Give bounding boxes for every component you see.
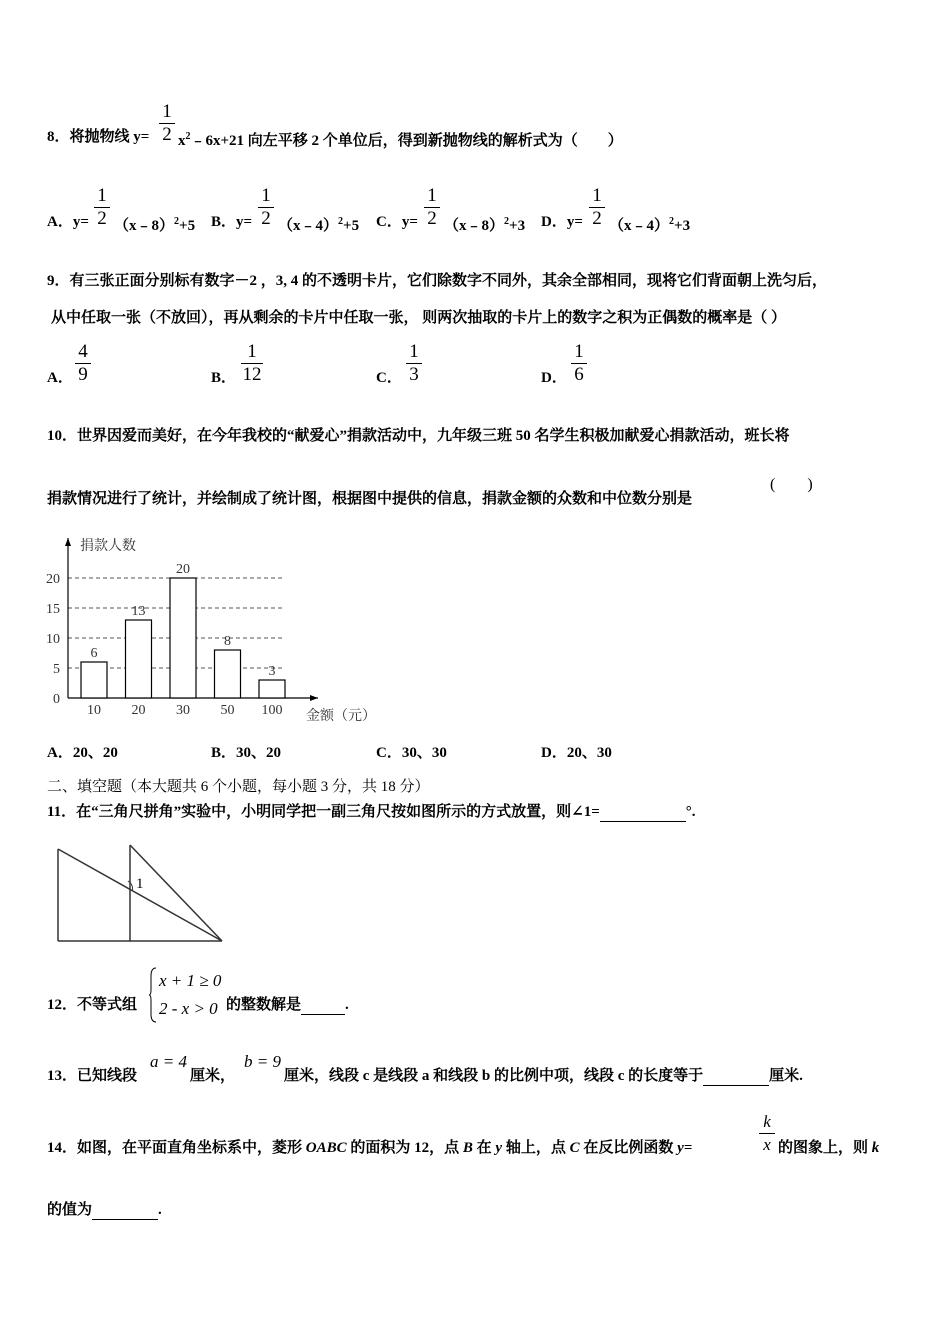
fraction-denominator: 6	[574, 364, 584, 385]
q10-line2: 捐款情况进行了统计，并绘制成了统计图，根据图中提供的信息，捐款金额的众数和中位数分别是	[47, 491, 693, 507]
x-tick-label: 20	[131, 703, 146, 718]
option-exponent: 2	[669, 216, 675, 227]
option-fraction	[241, 342, 263, 385]
q11-text: 11．在“三角尺拼角”实验中，小明同学把一副三角尺按如图所示的方式放置，则∠1=	[47, 804, 600, 820]
q14-line2	[47, 1201, 162, 1220]
q14-k: k	[871, 1140, 880, 1156]
system-brace	[148, 966, 158, 1024]
bar-value-label: 6	[90, 646, 98, 661]
bar-50	[215, 650, 241, 698]
q13-mid2	[284, 1067, 803, 1086]
q12-pre: 12．不等式组	[47, 997, 138, 1013]
q13-mid2-text: 厘米，线段 c 是线段 a 和线段 b 的比例中项，线段 c 的长度等于	[284, 1068, 704, 1084]
option-label: C．	[376, 370, 402, 386]
y-tick-label: 10	[46, 632, 60, 647]
option-end: +3	[509, 218, 526, 234]
option-fraction: 1 2	[94, 186, 110, 229]
q10-answer-paren: ( )	[770, 476, 813, 493]
q14-end: .	[158, 1202, 162, 1218]
x-tick-label: 50	[220, 703, 235, 718]
x-axis-arrow	[310, 695, 318, 701]
option-label: A．	[47, 214, 73, 230]
option-tail: （x﹣8）	[444, 218, 505, 234]
fraction-numerator: 1	[409, 341, 419, 362]
q13-pre: 13．已知线段	[47, 1068, 138, 1084]
q14-oabc: OABC	[305, 1140, 347, 1156]
fraction-denominator: 12	[242, 364, 262, 385]
option-label: A．	[47, 370, 73, 386]
q14-pre: 14．如图，在平面直角坐标系中，菱形	[47, 1140, 303, 1156]
x-tick-label: 30	[176, 703, 190, 718]
q12-answer-blank[interactable]	[301, 996, 345, 1015]
option-label: C．	[376, 214, 402, 230]
option-tail: （x﹣4）	[609, 218, 670, 234]
option-exponent: 2	[338, 216, 344, 227]
q12-post	[226, 996, 349, 1015]
bar-value-label: 13	[131, 604, 146, 619]
bar-value-label: 8	[224, 634, 231, 649]
option-fraction	[406, 342, 422, 385]
fraction-numerator: 1	[162, 101, 172, 122]
option-pre: y=	[72, 214, 89, 230]
q13-end: 厘米.	[769, 1068, 803, 1084]
q13-answer-blank[interactable]	[703, 1067, 769, 1086]
q12-inequality-2: 2 - x > 0	[159, 999, 218, 1018]
q14-fraction	[759, 1112, 775, 1155]
x-axis-label: 金额（元）	[306, 708, 376, 724]
fraction-numerator: 1	[574, 341, 584, 362]
bar-100	[259, 680, 285, 698]
q8-number: 8．	[47, 129, 70, 145]
q14-mid1: 的面积为 12，点	[350, 1140, 460, 1156]
q10-option-a[interactable]: A．20、20	[47, 745, 118, 761]
q10-option-d[interactable]: D．20、30	[541, 745, 612, 761]
option-label: B．	[211, 370, 237, 386]
bar-value-label: 20	[176, 562, 190, 577]
q14-c: C	[569, 1140, 580, 1156]
q12-end: .	[345, 997, 349, 1013]
y-axis-arrow	[65, 538, 71, 546]
q14-y: y	[495, 1140, 503, 1156]
q8-stem-post: ﹣6x+21 向左平移 2 个单位后，得到新抛物线的解析式为（ ）	[190, 133, 623, 149]
q14-mid2: 在	[476, 1140, 492, 1156]
fraction-numerator: k	[763, 1112, 771, 1131]
q14-answer-blank[interactable]	[92, 1201, 158, 1220]
fraction-denominator: 3	[409, 364, 419, 385]
q11-suffix: °.	[685, 804, 696, 820]
fraction-numerator: 4	[78, 341, 88, 362]
option-fraction	[75, 342, 91, 385]
x-tick-label: 100	[261, 703, 283, 718]
q8-exponent: 2	[185, 131, 191, 142]
option-end: +5	[343, 218, 360, 234]
q10-option-b[interactable]: B．30、20	[211, 745, 282, 761]
q11-answer-blank[interactable]	[600, 803, 686, 822]
option-label: D．	[541, 214, 567, 230]
fraction-denominator: 2	[162, 124, 172, 145]
option-label: D．	[541, 370, 567, 386]
x-tick-label: 10	[87, 703, 101, 718]
option-tail: （x﹣4）	[278, 218, 339, 234]
q8-stem-rest	[178, 128, 623, 150]
option-exponent: 2	[504, 216, 510, 227]
q8-stem	[47, 128, 149, 146]
q14-stem	[47, 1139, 692, 1157]
option-fraction: 1 2	[258, 186, 274, 229]
option-end: +5	[179, 218, 196, 234]
q14-mid4: 在反比例函数	[583, 1140, 674, 1156]
q10-option-c[interactable]: C．30、30	[376, 745, 447, 761]
y-tick-label: 5	[53, 662, 60, 677]
q10-line1: 10．世界因爱而美好，在今年我校的“献爱心”捐款活动中，九年级三班 50 名学生积极加献爱心捐款活动，班长将	[47, 428, 790, 444]
option-pre: y=	[566, 214, 583, 230]
option-label: B．	[211, 214, 237, 230]
bar-20	[126, 620, 152, 698]
y-axis-label: 捐款人数	[80, 538, 136, 554]
option-exponent: 2	[174, 216, 180, 227]
q8-x: x	[178, 133, 186, 149]
q11-stem	[47, 803, 696, 822]
option-tail: （x﹣8）	[114, 218, 175, 234]
q14-post-text: 的图象上，则	[778, 1140, 869, 1156]
q13-a-expr: a = 4	[150, 1052, 187, 1071]
q14-post	[778, 1139, 879, 1157]
fraction-numerator: 1	[247, 341, 257, 362]
q14-mid3: 轴上，点	[505, 1140, 566, 1156]
y-tick-label: 20	[46, 572, 60, 587]
q13-mid1: 厘米，	[190, 1068, 236, 1084]
option-end: +3	[674, 218, 691, 234]
bar-30	[170, 578, 196, 698]
option-pre: y=	[401, 214, 418, 230]
fraction-denominator: 9	[78, 364, 88, 385]
q8-fraction	[159, 102, 175, 145]
q14-yeq: y=	[677, 1140, 693, 1156]
q9-line2: 从中任取一张（不放回），再从剩余的卡片中任取一张， 则两次抽取的卡片上的数字之积为正偶数的概率是（ ）	[51, 310, 787, 326]
option-pre: y=	[236, 214, 253, 230]
section-heading: 二、填空题（本大题共 6 个小题，每小题 3 分，共 18 分）	[47, 779, 430, 795]
y-tick-label: 0	[53, 692, 60, 707]
q9-line1: 9．有三张正面分别标有数字－2 ，3, 4 的不透明卡片，它们除数字不同外，其余全部相同，现将它们背面朝上洗匀后，	[47, 273, 828, 289]
angle-1-label: 1	[136, 876, 144, 892]
y-tick-label: 15	[46, 602, 60, 617]
q14-b: B	[462, 1140, 473, 1156]
q14-line2-text: 的值为	[47, 1202, 93, 1218]
option-fraction	[571, 342, 587, 385]
q8-stem-pre: 将抛物线 y=	[69, 129, 150, 145]
q13-b-expr: b = 9	[244, 1052, 281, 1071]
q12-inequality-1: x + 1 ≥ 0	[159, 971, 222, 990]
triangle-rulers-figure	[56, 843, 226, 945]
option-fraction: 1 2	[589, 186, 605, 229]
fraction-denominator: x	[763, 1135, 771, 1154]
donation-bar-chart	[38, 530, 398, 730]
q12-post-text: 的整数解是	[226, 997, 302, 1013]
bar-10	[81, 662, 107, 698]
bar-value-label: 3	[268, 664, 276, 679]
option-fraction: 1 2	[424, 186, 440, 229]
